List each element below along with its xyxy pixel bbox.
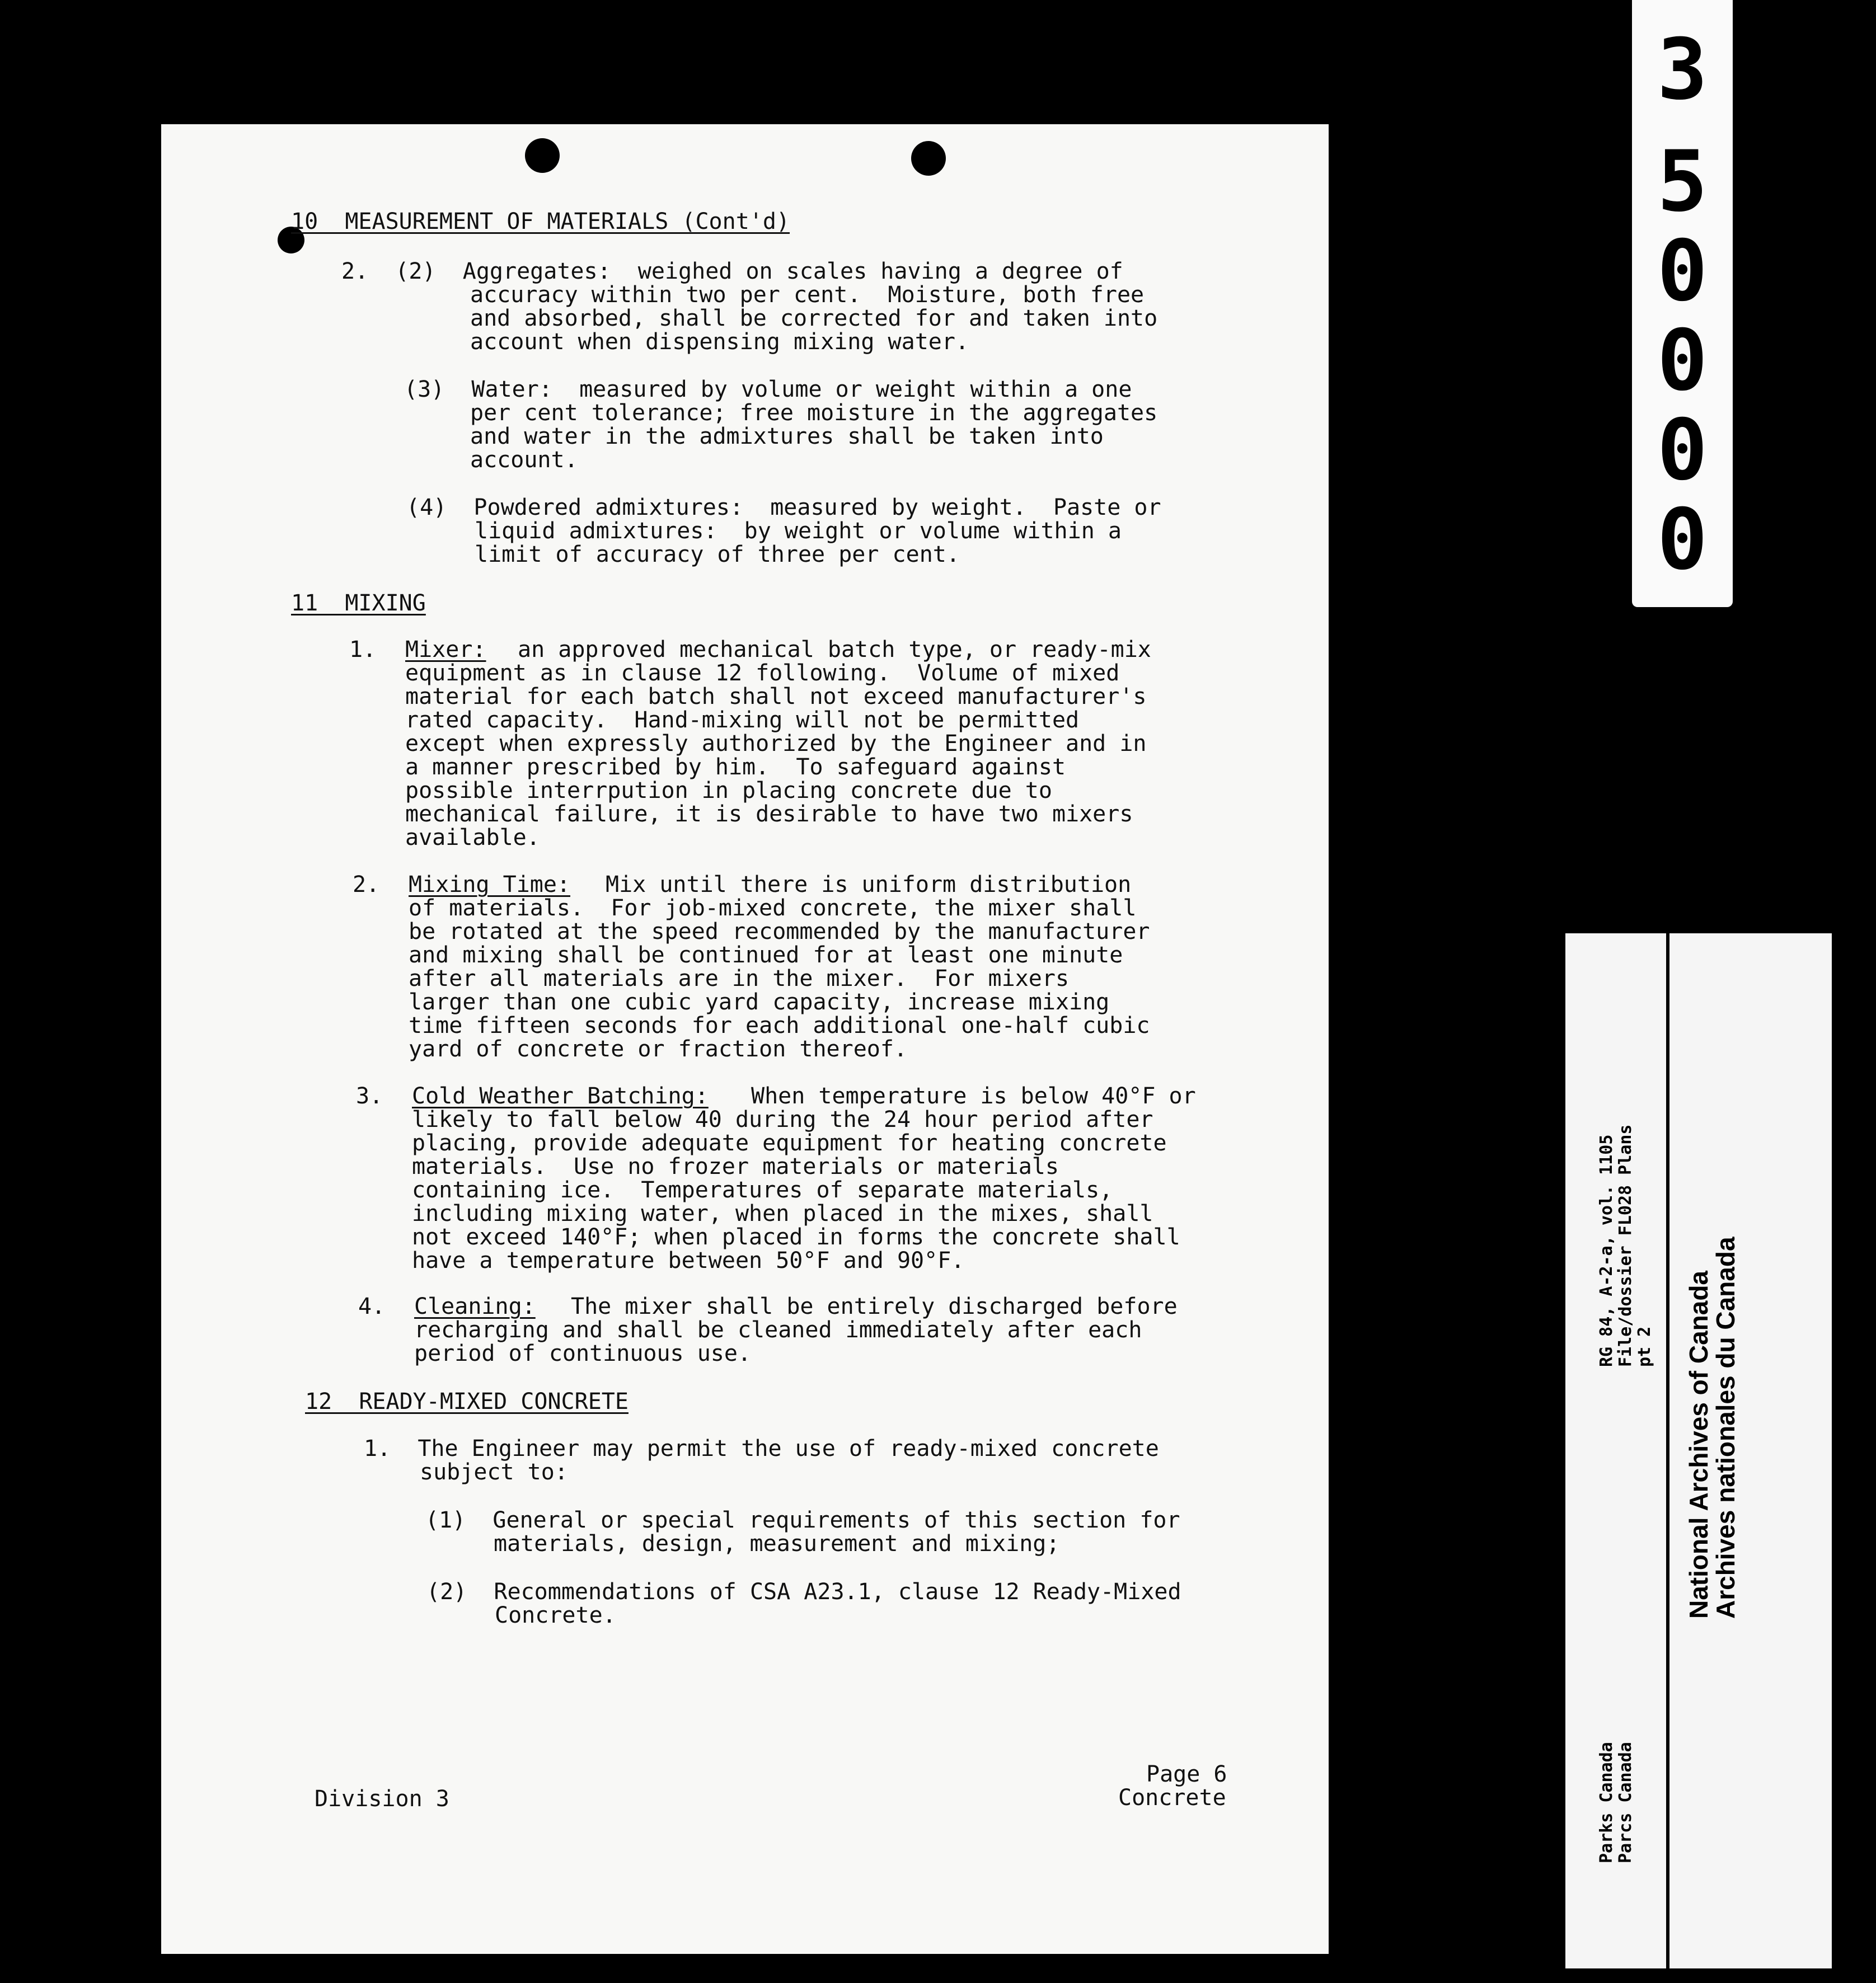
text-line: except when expressly authorized by the Engineer and in — [405, 731, 1147, 756]
text-line: 2. — [353, 872, 380, 897]
text-line: (4) Powdered admixtures: measured by weight. Paste or — [406, 495, 1161, 520]
text-line: Mixer: — [405, 637, 486, 662]
text-line: account when dispensing mixing water. — [470, 329, 969, 355]
text-line: materials, design, measurement and mixing; — [494, 1531, 1060, 1557]
text-line: account. — [470, 447, 578, 473]
archive-reference-2: File/dossier FL028 Plans — [1616, 1124, 1635, 1367]
text-line: and mixing shall be continued for at least one minute — [409, 942, 1123, 968]
text-line: Cleaning: — [414, 1294, 536, 1319]
text-line: limit of accuracy of three per cent. — [475, 542, 960, 567]
archive-reference-3: pt 2 — [1635, 1326, 1654, 1367]
text-line: The mixer shall be entirely discharged before — [571, 1294, 1178, 1319]
text-line: equipment as in clause 12 following. Volume of mixed — [405, 660, 1120, 686]
text-line: time fifteen seconds for each additional one-half cubic — [409, 1013, 1150, 1039]
text-line: 1. The Engineer may permit the use of ready-mixed concrete — [364, 1436, 1159, 1462]
text-line: Page 6 — [1146, 1761, 1227, 1787]
text-line: Division 3 — [315, 1786, 449, 1812]
text-line: 10 MEASUREMENT OF MATERIALS (Cont'd) — [291, 209, 790, 234]
text-line: rated capacity. Hand-mixing will not be permitted — [405, 707, 1080, 733]
national-archives-fr: Archives nationales du Canada — [1711, 1237, 1740, 1619]
archive-reference-1: RG 84, A-2-a, vol. 1105 — [1597, 1134, 1616, 1367]
text-line: possible interrpution in placing concrete due to — [405, 778, 1052, 803]
text-line: yard of concrete or fraction thereof. — [409, 1036, 908, 1062]
archive-digit: 0 — [1657, 312, 1708, 410]
text-line: liquid admixtures: by weight or volume within a — [475, 518, 1122, 544]
text-line: 11 MIXING — [291, 590, 426, 616]
text-line: including mixing water, when placed in the mixes, shall — [412, 1201, 1153, 1227]
organization-en: Parks Canada — [1597, 1742, 1616, 1863]
punch-hole — [911, 141, 946, 176]
text-line: after all materials are in the mixer. For mixers — [409, 966, 1070, 992]
text-line: materials. Use no frozer materials or materials — [412, 1154, 1059, 1180]
text-line: 3. — [356, 1083, 383, 1109]
text-line: and absorbed, shall be corrected for and taken into — [470, 306, 1158, 331]
text-line: have a temperature between 50°F and 90°F. — [412, 1248, 965, 1274]
archive-digit: 5 — [1657, 133, 1708, 231]
archive-digit: 0 — [1657, 223, 1708, 320]
text-line: 1. — [349, 637, 377, 662]
archive-number-strip — [1632, 0, 1733, 607]
text-line: (3) Water: measured by volume or weight within a one — [404, 377, 1132, 402]
text-line: 12 READY-MIXED CONCRETE — [305, 1389, 629, 1415]
text-line: recharging and shall be cleaned immediately after each — [414, 1317, 1142, 1343]
text-line: Mix until there is uniform distribution — [606, 872, 1132, 897]
text-line: Mixing Time: — [409, 872, 570, 897]
text-line: be rotated at the speed recommended by the manufacturer — [409, 919, 1150, 944]
text-line: mechanical failure, it is desirable to have two mixers — [405, 801, 1133, 827]
text-line: a manner prescribed by him. To safeguard against — [405, 754, 1066, 780]
text-line: accuracy within two per cent. Moisture, both free — [470, 282, 1145, 308]
text-line: material for each batch shall not exceed manufacturer's — [405, 684, 1147, 709]
text-line: (2) Recommendations of CSA A23.1, clause 12 Ready-Mixed — [426, 1579, 1181, 1605]
label-divider — [1666, 933, 1669, 1968]
text-line: larger than one cubic yard capacity, increase mixing — [409, 989, 1110, 1015]
archive-digit: 3 — [1657, 21, 1708, 119]
text-line: Concrete. — [495, 1603, 616, 1628]
text-line: 4. — [358, 1294, 386, 1319]
text-line: an approved mechanical batch type, or ready-mix — [518, 637, 1151, 662]
text-line: not exceed 140°F; when placed in forms the concrete shall — [412, 1224, 1180, 1250]
text-line: 2. (2) Aggregates: weighed on scales having a degree of — [341, 259, 1123, 284]
organization-fr: Parcs Canada — [1616, 1742, 1635, 1863]
text-line: period of continuous use. — [414, 1341, 752, 1366]
text-line: per cent tolerance; free moisture in the aggregates — [470, 400, 1158, 426]
text-line: (1) General or special requirements of this section for — [425, 1507, 1180, 1533]
text-line: placing, provide adequate equipment for heating concrete — [412, 1130, 1167, 1156]
text-line: containing ice. Temperatures of separate materials, — [412, 1177, 1113, 1203]
text-line: Concrete — [1118, 1785, 1226, 1811]
text-line: of materials. For job-mixed concrete, the mixer shall — [409, 895, 1137, 921]
archive-digit: 0 — [1657, 402, 1708, 499]
text-line: subject to: — [420, 1459, 568, 1485]
punch-hole — [525, 138, 560, 173]
text-line: available. — [405, 825, 540, 850]
archive-label-card — [1565, 933, 1832, 1968]
text-line: When temperature is below 40°F or — [751, 1083, 1196, 1109]
archive-digit: 0 — [1657, 491, 1708, 589]
national-archives-en: National Archives of Canada — [1684, 1270, 1713, 1619]
text-line: and water in the admixtures shall be taken into — [470, 424, 1104, 449]
text-line: likely to fall below 40 during the 24 hour period after — [412, 1107, 1153, 1133]
text-line: Cold Weather Batching: — [412, 1083, 709, 1109]
